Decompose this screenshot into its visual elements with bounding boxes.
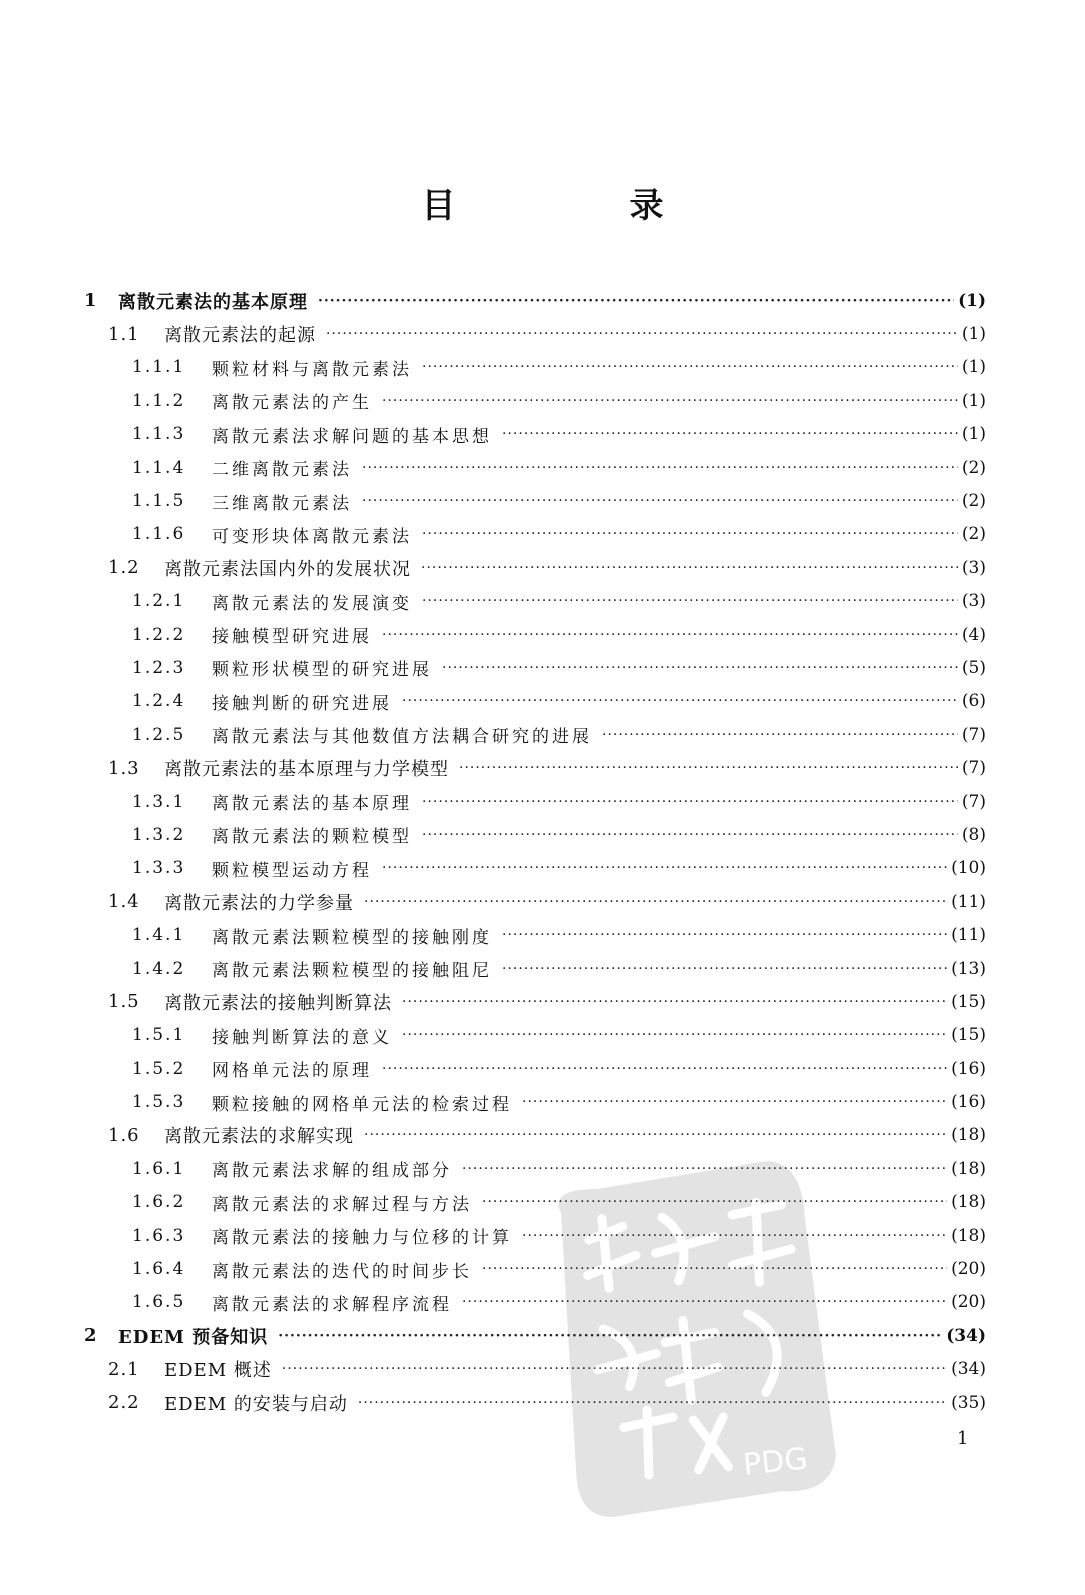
toc-dot-leader xyxy=(402,1027,947,1043)
toc-entry-number: 1.4 xyxy=(108,891,140,913)
library-seal-watermark xyxy=(538,1157,842,1523)
toc-entry-title: 接触判断算法的意义 xyxy=(212,1027,392,1048)
toc-entry xyxy=(84,1353,986,1386)
toc-entry xyxy=(84,1152,986,1185)
toc-entry-number: 1.4.1 xyxy=(132,925,186,946)
toc-entry-title: 接触判断的研究进展 xyxy=(212,693,392,714)
toc-dot-leader xyxy=(402,994,947,1010)
toc-entry xyxy=(84,1019,986,1052)
toc-entry xyxy=(84,1119,986,1152)
toc-entry-page: (16) xyxy=(951,1058,986,1079)
toc-dot-leader xyxy=(326,326,958,342)
toc-entry-page: (18) xyxy=(951,1225,986,1246)
toc-entry-title: 二维离散元素法 xyxy=(212,460,352,481)
toc-entry-page: (6) xyxy=(961,691,986,712)
toc-entry-number: 1.5.1 xyxy=(132,1025,186,1046)
toc-dot-leader xyxy=(382,627,958,643)
page-title: 目 录 xyxy=(421,186,734,226)
toc-entry xyxy=(84,785,986,818)
toc-entry-title: 离散元素法求解问题的基本思想 xyxy=(212,426,492,447)
toc-entry-page: (13) xyxy=(951,958,986,979)
toc-entry-page: (1) xyxy=(961,357,986,378)
toc-entry xyxy=(84,1386,986,1419)
toc-entry-title: 离散元素法的起源 xyxy=(164,325,316,347)
toc-entry-title: 离散元素法的基本原理与力学模型 xyxy=(164,759,449,781)
toc-entry-title: EDEM 的安装与启动 xyxy=(164,1393,348,1415)
toc-entry-title: 离散元素法的迭代的时间步长 xyxy=(212,1261,472,1282)
toc-dot-leader xyxy=(422,593,958,609)
toc-dot-leader xyxy=(422,526,958,542)
toc-entry-number: 2.2 xyxy=(108,1392,140,1414)
toc-entry-title: 网格单元法的原理 xyxy=(212,1061,372,1082)
toc-entry-title: 离散元素法与其他数值方法耦合研究的进展 xyxy=(212,727,592,748)
toc-dot-leader xyxy=(382,860,947,876)
toc-entry-title: 接触模型研究进展 xyxy=(212,627,372,648)
toc-dot-leader xyxy=(364,1127,947,1143)
toc-entry-page: (7) xyxy=(961,791,986,812)
toc-entry-number: 1.1.6 xyxy=(132,524,186,545)
toc-entry-page: (10) xyxy=(951,858,986,879)
toc-entry-number: 1.3.1 xyxy=(132,791,186,812)
watermark-text: PDG xyxy=(741,1441,810,1484)
toc-entry-title: 离散元素法的基本原理 xyxy=(118,291,308,313)
toc-entry-number: 1.2.5 xyxy=(132,724,186,745)
toc-entry-page: (16) xyxy=(951,1092,986,1113)
toc-entry-number: 1.1.3 xyxy=(132,424,186,445)
toc-entry-page: (7) xyxy=(961,724,986,745)
toc-entry-number: 1.2.4 xyxy=(132,691,186,712)
toc-entry-title: 离散元素法的求解过程与方法 xyxy=(212,1194,472,1215)
toc-entry-page: (35) xyxy=(951,1392,986,1413)
table-of-contents xyxy=(84,284,986,1419)
toc-entry-number: 1.1.4 xyxy=(132,457,186,478)
toc-entry-title: 离散元素法的求解程序流程 xyxy=(212,1294,452,1315)
toc-entry-number: 1.6 xyxy=(108,1124,140,1146)
toc-entry-page: (15) xyxy=(951,991,986,1012)
toc-entry-number: 1.2.2 xyxy=(132,624,186,645)
toc-entry-page: (2) xyxy=(961,524,986,545)
toc-entry xyxy=(84,351,986,384)
toc-entry xyxy=(84,751,986,784)
toc-entry-title: 离散元素法的产生 xyxy=(212,393,372,414)
toc-entry xyxy=(84,284,986,317)
toc-entry-number: 2.1 xyxy=(108,1358,140,1380)
toc-entry xyxy=(84,1219,986,1252)
toc-dot-leader xyxy=(402,693,958,709)
toc-dot-leader xyxy=(422,359,958,375)
toc-entry-number: 1.1.2 xyxy=(132,390,186,411)
toc-entry-page: (18) xyxy=(951,1158,986,1179)
toc-dot-leader xyxy=(421,560,958,576)
toc-entry-number: 1.6.2 xyxy=(132,1192,186,1213)
toc-entry-page: (2) xyxy=(961,457,986,478)
toc-entry xyxy=(84,384,986,417)
toc-entry-page: (34) xyxy=(951,1359,986,1380)
toc-dot-leader xyxy=(318,293,954,309)
toc-entry-number: 1.5 xyxy=(108,991,140,1013)
toc-entry-number: 1.1.5 xyxy=(132,491,186,512)
toc-entry-number: 1.2 xyxy=(108,557,140,579)
toc-entry-page: (3) xyxy=(961,591,986,612)
toc-entry-title: 颗粒形状模型的研究进展 xyxy=(212,660,432,681)
toc-entry xyxy=(84,1252,986,1285)
toc-entry xyxy=(84,551,986,584)
toc-entry-page: (5) xyxy=(961,657,986,678)
toc-entry xyxy=(84,618,986,651)
toc-entry-number: 1.2.3 xyxy=(132,657,186,678)
toc-entry-number: 1.6.4 xyxy=(132,1259,186,1280)
toc-entry-page: (4) xyxy=(961,624,986,645)
toc-entry-page: (18) xyxy=(951,1192,986,1213)
toc-entry-title: 离散元素法的基本原理 xyxy=(212,794,412,815)
toc-entry-title: EDEM 概述 xyxy=(164,1360,272,1382)
toc-entry-number: 1.4.2 xyxy=(132,958,186,979)
toc-entry-number: 1.6.1 xyxy=(132,1158,186,1179)
toc-dot-leader xyxy=(502,961,947,977)
toc-dot-leader xyxy=(522,1094,947,1110)
toc-entry xyxy=(84,685,986,718)
toc-entry-number: 1.3 xyxy=(108,757,140,779)
toc-entry xyxy=(84,317,986,350)
toc-entry-page: (11) xyxy=(951,925,986,946)
toc-entry-number: 1.1.1 xyxy=(132,357,186,378)
toc-entry-title: 离散元素法的发展演变 xyxy=(212,593,412,614)
toc-entry-number: 2 xyxy=(84,1325,98,1347)
toc-entry xyxy=(84,818,986,851)
toc-entry xyxy=(84,985,986,1018)
toc-dot-leader xyxy=(422,794,958,810)
toc-entry-title: 颗粒材料与离散元素法 xyxy=(212,359,412,380)
toc-entry-title: 离散元素法颗粒模型的接触阻尼 xyxy=(212,961,492,981)
toc-entry xyxy=(84,585,986,618)
toc-dot-leader xyxy=(459,760,958,776)
toc-entry xyxy=(84,918,986,951)
toc-entry xyxy=(84,1186,986,1219)
toc-entry xyxy=(84,651,986,684)
toc-entry-number: 1.2.1 xyxy=(132,591,186,612)
toc-entry-number: 1.3.3 xyxy=(132,858,186,879)
toc-dot-leader xyxy=(382,1061,947,1077)
toc-entry-title: 可变形块体离散元素法 xyxy=(212,526,412,547)
toc-entry-title: 离散元素法的求解实现 xyxy=(164,1126,354,1148)
toc-entry xyxy=(84,1286,986,1319)
toc-entry-page: (20) xyxy=(951,1259,986,1280)
toc-entry-page: (3) xyxy=(961,557,986,578)
toc-entry-number: 1.3.2 xyxy=(132,824,186,845)
toc-entry-page: (1) xyxy=(961,324,986,345)
toc-entry-title: 离散元素法的力学参量 xyxy=(164,892,354,914)
toc-entry xyxy=(84,885,986,918)
toc-dot-leader xyxy=(502,426,958,442)
toc-entry xyxy=(84,451,986,484)
toc-entry-page: (18) xyxy=(951,1125,986,1146)
toc-entry xyxy=(84,952,986,985)
toc-entry xyxy=(84,418,986,451)
toc-dot-leader xyxy=(362,460,958,476)
toc-entry-number: 1.6.3 xyxy=(132,1225,186,1246)
toc-entry-number: 1.1 xyxy=(108,323,140,345)
toc-entry xyxy=(84,1052,986,1085)
page-number: 1 xyxy=(957,1428,969,1449)
toc-dot-leader xyxy=(382,393,958,409)
toc-entry-title: 三维离散元素法 xyxy=(212,493,352,514)
toc-dot-leader xyxy=(364,894,947,910)
toc-entry-page: (8) xyxy=(961,824,986,845)
toc-entry-page: (11) xyxy=(951,891,986,912)
toc-entry-page: (1) xyxy=(961,390,986,411)
toc-entry-title: 离散元素法的接触判断算法 xyxy=(164,992,392,1014)
toc-dot-leader xyxy=(602,727,958,743)
toc-entry xyxy=(84,484,986,517)
toc-entry xyxy=(84,1085,986,1118)
toc-entry-title: 离散元素法国内外的发展状况 xyxy=(164,558,411,580)
toc-entry-page: (1) xyxy=(961,424,986,445)
toc-entry-title: 离散元素法求解的组成部分 xyxy=(212,1161,452,1182)
toc-entry xyxy=(84,852,986,885)
toc-entry-title: 离散元素法的颗粒模型 xyxy=(212,827,412,848)
toc-dot-leader xyxy=(362,493,958,509)
toc-entry-title: 颗粒接触的网格单元法的检索过程 xyxy=(212,1094,512,1115)
toc-entry-title: 离散元素法颗粒模型的接触刚度 xyxy=(212,927,492,948)
toc-entry-page: (1) xyxy=(958,290,986,311)
toc-entry-page: (15) xyxy=(951,1025,986,1046)
toc-entry-title: EDEM 预备知识 xyxy=(118,1326,269,1348)
toc-entry-number: 1 xyxy=(84,290,98,312)
toc-entry-page: (20) xyxy=(951,1292,986,1313)
toc-entry-page: (2) xyxy=(961,491,986,512)
toc-entry-number: 1.5.3 xyxy=(132,1092,186,1113)
toc-entry-number: 1.5.2 xyxy=(132,1058,186,1079)
toc-dot-leader xyxy=(502,927,947,943)
toc-entry xyxy=(84,1319,986,1352)
toc-entry-title: 颗粒模型运动方程 xyxy=(212,860,372,881)
toc-dot-leader xyxy=(442,660,958,676)
toc-entry-page: (34) xyxy=(946,1325,986,1346)
toc-entry-page: (7) xyxy=(961,758,986,779)
toc-entry xyxy=(84,518,986,551)
toc-entry-title: 离散元素法的接触力与位移的计算 xyxy=(212,1228,512,1249)
toc-entry-number: 1.6.5 xyxy=(132,1292,186,1313)
toc-entry xyxy=(84,718,986,751)
toc-dot-leader xyxy=(422,827,958,843)
